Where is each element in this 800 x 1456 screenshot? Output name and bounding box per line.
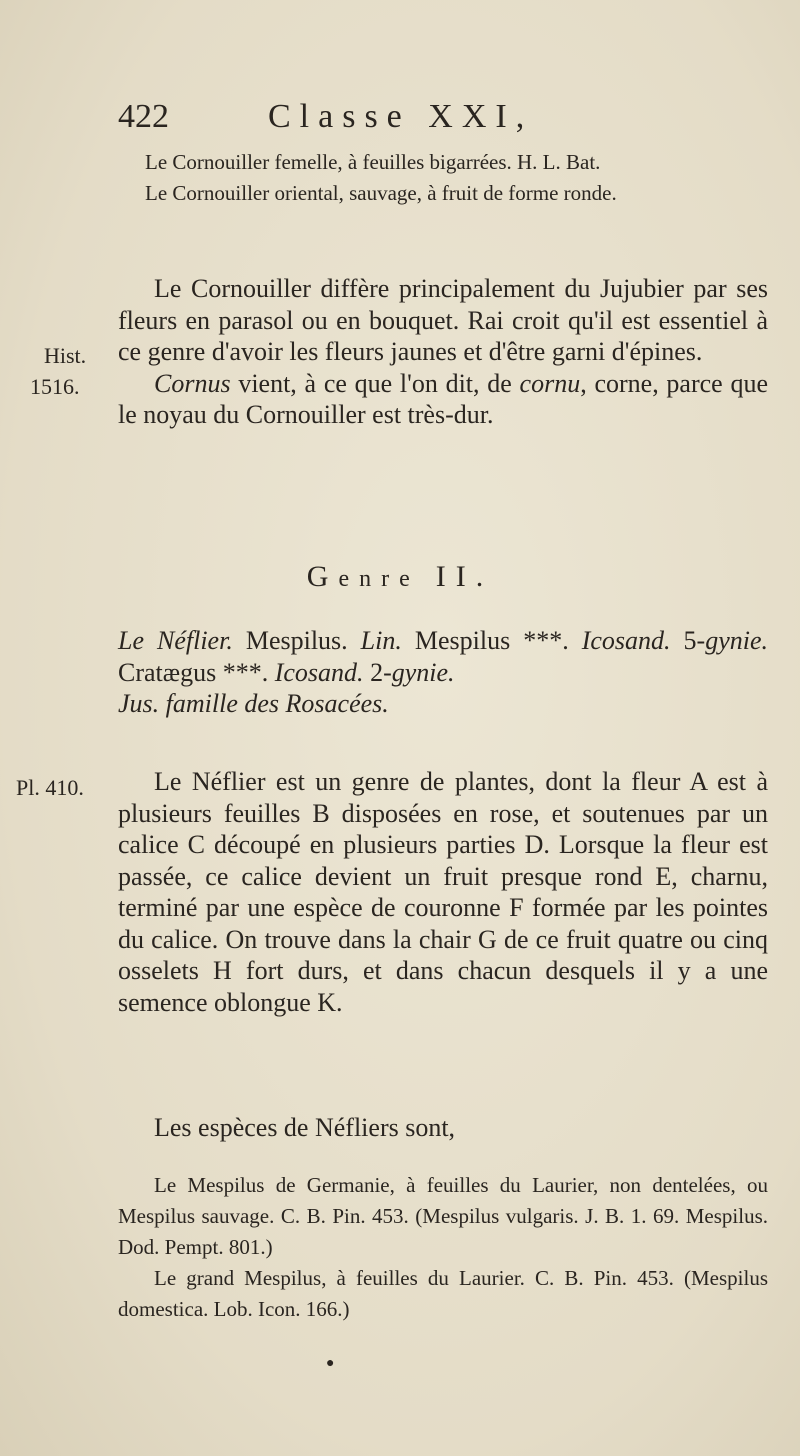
text-run: Icosand. xyxy=(274,657,364,687)
paragraph-text: Le Cornouiller diffère principalement du Jujubier par ses fleurs en parasol ou en bouquet. Rai croit qu'il est essentiel à ce genre d'avoir les fleurs jaunes et d'être garni d'épines. xyxy=(118,274,768,366)
paragraph-text: Les espèces de Néfliers sont, xyxy=(154,1113,456,1142)
text-run: Cratægus ***. xyxy=(118,657,275,687)
genre-heading xyxy=(0,560,800,594)
text-run: Lin. xyxy=(360,626,402,655)
note-line: Le Cornouiller oriental, sauvage, à fruit de forme ronde. xyxy=(145,181,617,205)
heading-rest: enre xyxy=(338,566,420,592)
paragraph-cornouiller xyxy=(118,273,768,431)
species-entry: Le Mespilus de Germanie, à feuilles du Laurier, non dentelées, ou Mespilus sauvage. C. B. Pin. 453. (Mespilus vulgaris. J. B. 1. 69. Mespilus. Dod. Pempt. 801.) xyxy=(118,1173,768,1259)
margin-note-plate: Pl. 410. xyxy=(16,775,84,800)
margin-number: 1516. xyxy=(30,374,80,399)
text-run: Mespilus. xyxy=(232,626,361,655)
margin-label: Hist. xyxy=(44,343,87,368)
genus-name: Le Néflier. xyxy=(118,626,233,655)
species-list xyxy=(118,1170,768,1325)
top-notes xyxy=(118,147,768,209)
text-run: Icosand. xyxy=(581,626,671,655)
genre-definition xyxy=(118,625,768,720)
running-title: Classe XXI, xyxy=(268,98,534,135)
family-line: Jus. famille des Rosacées. xyxy=(118,689,389,718)
species-entry: Le grand Mespilus, à feuilles du Laurier. C. B. Pin. 453. (Mespilus domestica. Lob. Icon. 166.) xyxy=(118,1266,768,1321)
note-line: Le Cornouiller femelle, à feuilles bigarrées. H. L. Bat. xyxy=(145,150,601,174)
paragraph-especes xyxy=(118,1112,768,1144)
printers-mark-icon: ● xyxy=(326,1356,335,1371)
margin-note-hist xyxy=(30,340,86,402)
page-number: 422 xyxy=(118,98,169,135)
genre-line xyxy=(118,625,768,688)
italic-word: Cornus xyxy=(154,368,231,398)
heading-initial: G xyxy=(306,560,339,593)
paragraph-text: Le Néflier est un genre de plantes, dont la fleur A est à plusieurs feuilles B disposées en rose, et soutenues par un calice C découpé en plusieurs parties D. Lorsque la fleur est passée, ce calice devient un fruit presque rond E, charnu, terminé par une espèce de couronne F formée par les pointes du calice. On trouve dans la chair G de ce fruit quatre ou cinq osselets H fort durs, et dans chacun desquels il y a une semence oblongue K. xyxy=(118,767,768,1017)
paragraph-cornus xyxy=(118,368,768,431)
text-run: , corne, parce que le noyau du Cornouiller est très-dur. xyxy=(118,368,768,429)
text-run: gynie. xyxy=(705,626,768,655)
text-run: 5- xyxy=(670,626,706,655)
text-run: 2- xyxy=(363,657,392,687)
text-run: gynie. xyxy=(391,657,455,687)
heading-numeral: II. xyxy=(435,560,494,593)
text-run: vient, à ce que l'on dit, de xyxy=(230,368,520,398)
text-run: Mespilus ***. xyxy=(401,626,582,655)
paragraph-neflier xyxy=(118,766,768,1018)
running-header xyxy=(118,98,678,136)
italic-word: cornu xyxy=(519,368,581,398)
